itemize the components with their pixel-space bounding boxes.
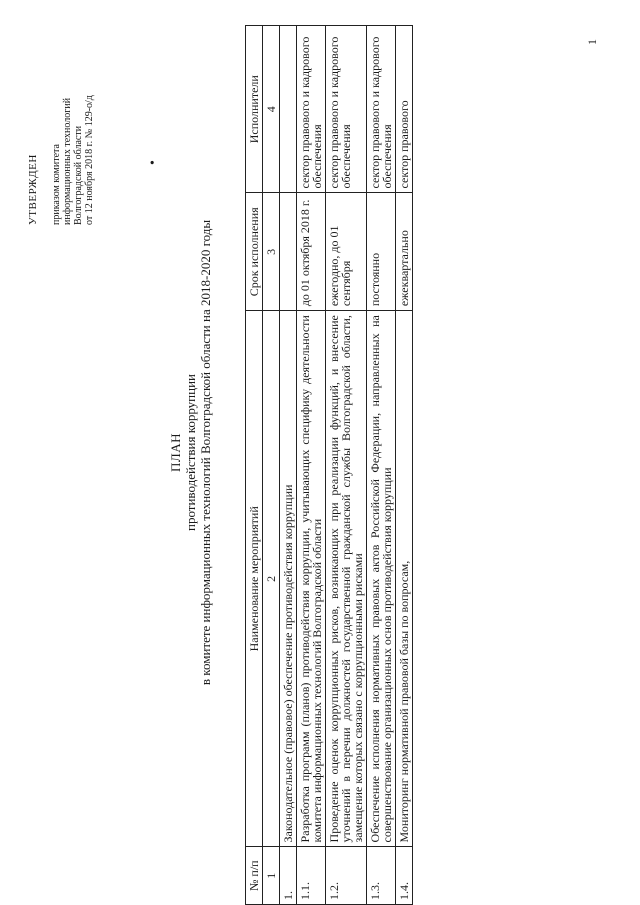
row-num: 1.4.	[396, 847, 413, 905]
approval-line: приказом комитета	[51, 144, 62, 225]
table-row	[396, 26, 413, 905]
row-num: 1.1.	[297, 847, 326, 905]
index-cell: 2	[263, 311, 280, 847]
header-num: № п/п	[246, 847, 263, 905]
row-term: до 01 октября 2018 г.	[297, 193, 326, 311]
row-exec: сектор правового	[396, 26, 413, 193]
index-cell: 3	[263, 193, 280, 311]
plan-subtitle: противодействия коррупции	[183, 373, 198, 532]
row-num: 1.	[280, 847, 297, 905]
approval-stamp	[28, 95, 95, 225]
header-exec: Исполнители	[246, 26, 263, 193]
row-name: Мониторинг нормативной правовой базы по вопросам,	[396, 311, 413, 847]
row-exec	[280, 26, 297, 193]
header-name: Наименование мероприятий	[246, 311, 263, 847]
row-name: Разработка программ (планов) противодействия коррупции, учитывающих специфику деятельности комитета информационных технологий Волгоградской области	[297, 311, 326, 847]
index-cell: 1	[263, 847, 280, 905]
plan-title: ПЛАН	[168, 433, 183, 472]
table-row	[367, 26, 396, 905]
approval-line: от 12 ноября 2018 г. № 129-о/д	[84, 95, 95, 225]
approval-title: УТВЕРЖДЕН	[27, 154, 39, 225]
row-exec: сектор правового и кадрового обеспечения	[326, 26, 367, 193]
row-num: 1.3.	[367, 847, 396, 905]
row-name: Законодательное (правовое) обеспечение противодействия коррупции	[280, 311, 297, 847]
approval-line: Волгоградской области	[73, 125, 84, 225]
header-term: Срок исполнения	[246, 193, 263, 311]
row-exec: сектор правового и кадрового обеспечения	[297, 26, 326, 193]
row-term: постоянно	[367, 193, 396, 311]
plan-table	[245, 25, 413, 905]
plan-scope: в комитете информационных технологий Волгоградской области на 2018-2020 годы	[198, 219, 213, 686]
index-cell: 4	[263, 26, 280, 193]
row-name: Проведение оценок коррупционных рисков, возникающих при реализации функций, и внесение уточнений в перечни должностей государственной гражданской службы Волгоградской области, замещение которых связано с коррупционными рисками	[326, 311, 367, 847]
table-row	[297, 26, 326, 905]
approval-line: информационных технологий	[62, 97, 73, 225]
table-row	[326, 26, 367, 905]
row-exec: сектор правового и кадрового обеспечения	[367, 26, 396, 193]
table-index-row	[263, 26, 280, 905]
row-term	[280, 193, 297, 311]
table-header-row	[246, 26, 263, 905]
ink-dot: •	[146, 160, 161, 165]
row-term: ежеквартально	[396, 193, 413, 311]
table-row	[280, 26, 297, 905]
row-name: Обеспечение исполнения нормативных правовых актов Российской Федерации, направленных на совершенствование организационных основ противодействия коррупции	[367, 311, 396, 847]
page-number: 1	[585, 39, 599, 45]
row-term: ежегодно, до 01 сентября	[326, 193, 367, 311]
row-num: 1.2.	[326, 847, 367, 905]
